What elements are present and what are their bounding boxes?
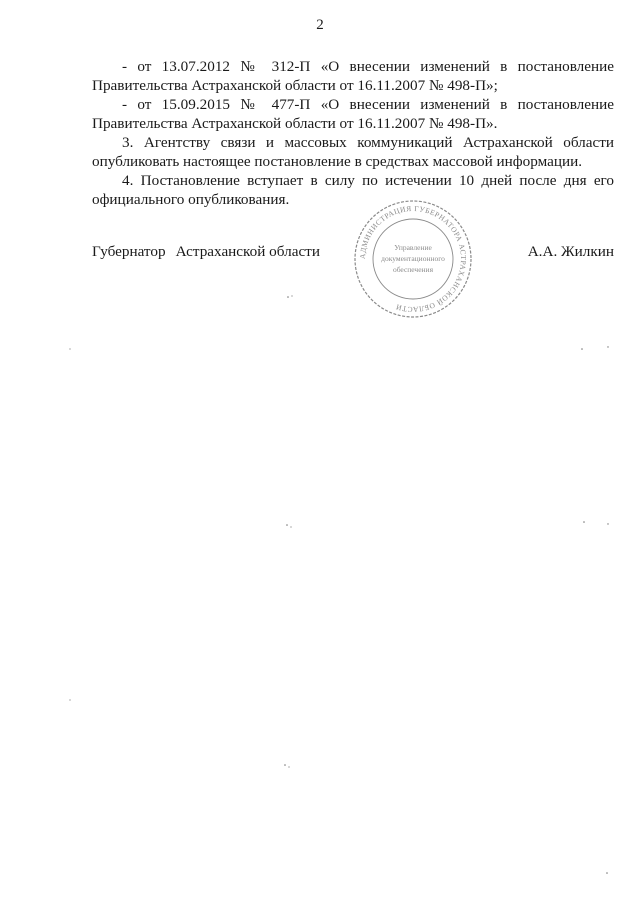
official-seal-stamp	[352, 198, 474, 320]
signatory-name: А.А. Жилкин	[527, 243, 614, 260]
amendment-item-1: - от 13.07.2012 № 312-П «О внесении изменений в постановление Правительства Астраханской области от 16.11.2007 № 498-П»;	[92, 58, 614, 94]
seal-ring-text: АДМИНИСТРАЦИЯ ГУБЕРНАТОРА АСТРАХАНСКОЙ ОБЛАСТИ	[357, 203, 469, 315]
amendment-item-2: - от 15.09.2015 № 477-П «О внесении изменений в постановление Правительства Астраханской области от 16.11.2007 № 498-П».	[92, 96, 614, 132]
seal-center-line-1: Управление	[394, 243, 432, 252]
page-number: 2	[316, 17, 324, 33]
signatory-position-region: Астраханской области	[175, 243, 320, 260]
signatory-position	[92, 243, 320, 261]
seal-center-line-3: обеспечения	[392, 265, 434, 274]
signatory-position-role: Губернатор	[92, 243, 166, 260]
paragraph-3-publication: 3. Агентству связи и массовых коммуникаций Астраханской области опубликовать настоящее постановление в средствах массовой информации.	[92, 134, 614, 170]
paragraph-4-entry-into-force: 4. Постановление вступает в силу по истечении 10 дней после дня его официального опубликования.	[92, 172, 614, 208]
seal-center-line-2: документационного	[381, 254, 445, 263]
document-body	[92, 57, 614, 209]
